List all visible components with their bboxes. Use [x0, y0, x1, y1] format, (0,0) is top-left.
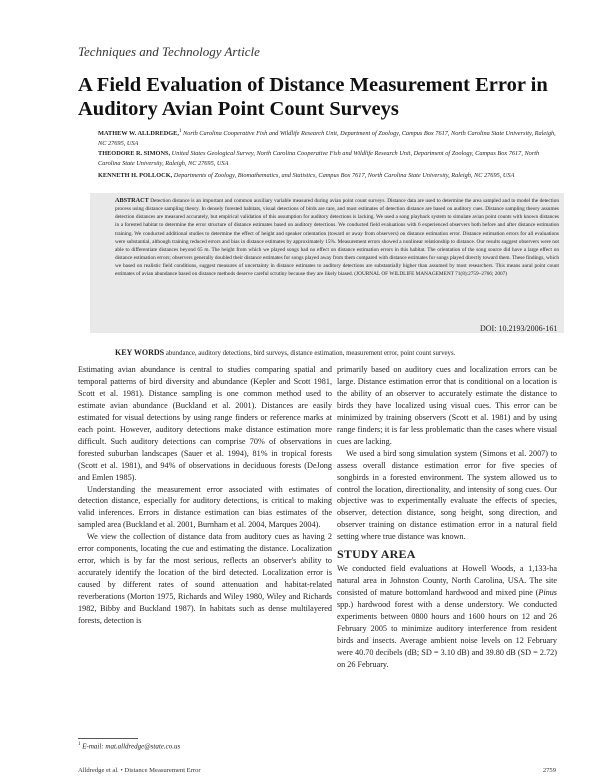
author-affiliation: Departments of Zoology, Biomathematics, and Statistics, Campus Box 7617, North Carolina State University, Raleigh, NC 27695, USA	[173, 172, 515, 179]
keywords-label: KEY WORDS	[115, 348, 165, 357]
paragraph: Understanding the measurement error associated with estimates of detection distance, especially for auditory detections, is critical to making valid inferences. Errors in distance estimation can bias estimates of the sampled area (Buckland et al. 2001, Burnham et al. 2004, Marques 2004).	[78, 484, 332, 530]
keywords-text: abundance, auditory detections, bird surveys, distance estimation, measurement error, point count surveys.	[165, 350, 456, 357]
right-column	[337, 364, 557, 671]
keywords	[115, 348, 565, 357]
abstract-label: ABSTRACT	[115, 197, 149, 204]
author-affiliation: North Carolina Cooperative Fish and Wildlife Research Unit, Department of Zoology, Campus Box 7617, North Carolina State University, Raleigh, NC 27695, USA	[98, 130, 556, 147]
running-footer: Alldredge et al. • Distance Measurement Error	[78, 767, 201, 774]
paragraph: primarily based on auditory cues and localization errors can be large. Distance estimation error that is conditional on a location is the ability of an observer to accurately estimate the distance to birds they have localized using visual cues. This error can be minimized by training observers (Scott et al. 1981) and by using range finders; it is far less problematic than the cases where visual cues are lacking.	[337, 365, 557, 446]
species-name: Pinus	[538, 588, 557, 598]
author-footnote-mark: 1	[178, 129, 182, 134]
paragraph: We used a bird song simulation system (Simons et al. 2007) to assess overall distance estimation error for five species of songbirds in a forested environment. The system allowed us to control the location, directionality, and intensity of song cues. Our objective was to experimentally evaluate the effects of species, observer, detection distance, song height, song direction, and observer training on distance estimation error in a natural field setting where true distance was known.	[337, 448, 557, 542]
author-block	[98, 171, 558, 181]
article-title: A Field Evaluation of Distance Measurement Error in Auditory Avian Point Count Surveys	[78, 74, 548, 120]
abstract	[115, 197, 559, 279]
left-column	[78, 364, 332, 627]
footnote-rule	[78, 738, 138, 739]
footnote-mark: 1	[78, 742, 81, 747]
text-run: spp.) hardwood forest with a dense understory. We conducted experiments between 0800 hours and 1600 hours on 12 and 26 February 2005 to minimize auditory interference from resident birds and insects. Average ambient noise levels on 12 February were 40.70 decibels (dB; SD = 3.10 dB) and 39.80 dB (SD = 2.72) on 26 February.	[337, 600, 557, 669]
section-heading: STUDY AREA	[337, 547, 416, 562]
paragraph	[337, 563, 557, 671]
author-affiliation: United States Geological Survey, North Carolina Cooperative Fish and Wildlife Research Unit, Department of Zoology, Campus Box 7617, North Carolina State University, Raleigh, NC 27695, USA	[98, 150, 540, 167]
author-name: MATHEW W. ALLDREDGE,	[98, 130, 179, 138]
footnote-label: E-mail:	[82, 742, 104, 751]
author-block	[98, 127, 558, 148]
paragraph: We view the collection of distance data from auditory cues as having 2 error components, locating the cue and estimating the distance. Localization error, which is by far the most serious, reflects an observer's ability to accurately identify the location of the bird detected. Localization error is caused by different rates of sound attenuation and habitat-related reverberations (Morton 1975, Richards and Wiley 1980, Wiley and Richards 1982, Bibby and Buckland 1987). In habitats such as dense multilayered forests, detection is	[78, 532, 332, 626]
author-name: KENNETH H. POLLOCK,	[98, 172, 173, 179]
paragraph: Estimating avian abundance is central to studies comparing spatial and temporal patterns of bird diversity and abundance (Kepler and Scott 1981, Scott et al. 1981). Distance sampling is one common method used to estimate avian abundance (Buckland et al. 2001). Distances are easily estimated for visual detections by using range finders or reference marks at each point. However, auditory detections make distance estimation more difficult. Such auditory detections can comprise 70% of observations in forested suburban landscapes (Sauer et al. 1994), 81% in tropical forests (Scott et al. 1981), and 94% of observations in deciduous forests (DeJong and Emlen 1985).	[78, 365, 332, 482]
author-block	[98, 149, 558, 168]
author-name: THEODORE R. SIMONS,	[98, 150, 171, 157]
page-number: 2759	[542, 767, 556, 774]
doi: DOI: 10.2193/2006-161	[480, 324, 558, 333]
author-email: mat.alldredge@state.co.us	[105, 742, 181, 751]
abstract-text: Detection distance is an important and common auxiliary variable measured during avian point count surveys. Distance data are used to determine the area sampled and to model the detection process using distance sampling theory. In densely forested habitats, visual detections of birds are rare, and most estimates of detection distance are based on auditory cues. Distance sampling theory assumes detection distances are measured accurately, but empirical validation of this assumption for auditory detections is lacking. We used a song playback system to simulate avian point counts with known distances in a forested habitat to determine the error structure of distance estimates based on auditory detections. We conducted field evaluations with 6 experienced observers both before and after distance estimation training. We conducted additional studies to determine the effect of height and speaker orientation (toward or away from observers) on distance estimation error. Distance estimation errors for all evaluations were substantial, although training reduced errors and bias in distance estimates by approximately 15%. Measurement errors showed a nonlinear relationship to distance. Our results suggest observers were not able to differentiate distances beyond 65 m. The height from which we played songs had no effect on distance estimation errors in this habitat. The orientation of the song source did have a large effect on distance estimation errors; observers generally doubled their distance estimates for songs played away from them compared with distance estimates for songs played directly toward them. These findings, which we based on realistic field conditions, suggest measures of uncertainty in distance estimates to auditory detections are substantially higher than assumed by most researchers. This means aural point count estimates of avian abundance based on distance methods deserve careful scrutiny because they are likely biased. (JOURNAL OF WILDLIFE MANAGEMENT 71(8):2759–2766; 2007)	[115, 198, 560, 278]
article-type: Techniques and Technology Article	[78, 44, 260, 59]
footnote	[78, 742, 180, 750]
text-run: We conducted field evaluations at Howell Woods, a 1,133-ha natural area in Johnston County, North Carolina, USA. The site consisted of mature bottomland hardwood and mixed pine (	[337, 564, 557, 598]
